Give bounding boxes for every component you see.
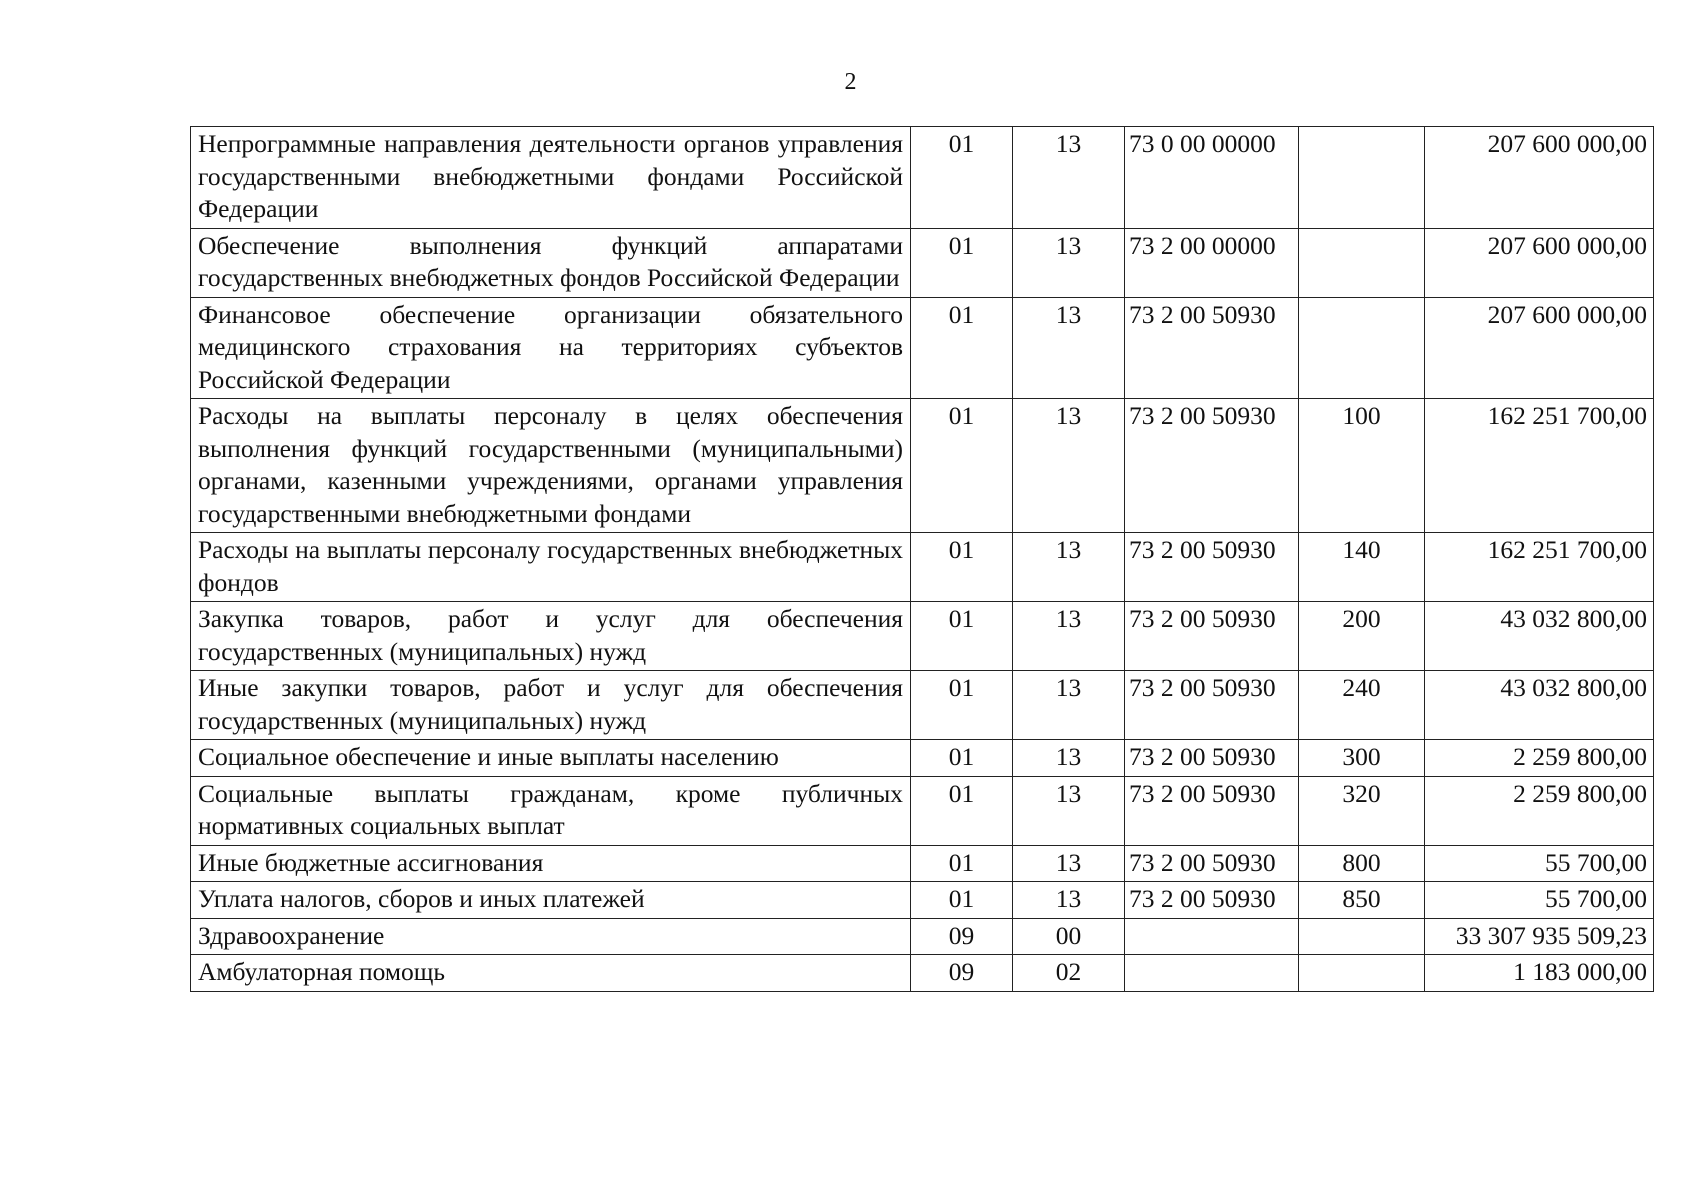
row-section-cell: 09 [911, 955, 1013, 992]
row-target-code-cell: 73 2 00 50930 [1125, 399, 1299, 533]
row-expense-type-cell: 300 [1299, 740, 1425, 777]
row-name-cell: Амбулаторная помощь [191, 955, 911, 992]
table-row [191, 882, 1654, 919]
row-subsection-cell: 02 [1013, 955, 1125, 992]
row-section-cell: 01 [911, 882, 1013, 919]
table-row [191, 955, 1654, 992]
row-amount-cell: 207 600 000,00 [1425, 297, 1654, 399]
table-row [191, 297, 1654, 399]
row-amount-cell: 207 600 000,00 [1425, 127, 1654, 229]
row-subsection-cell: 13 [1013, 740, 1125, 777]
row-target-code-cell: 73 2 00 50930 [1125, 740, 1299, 777]
row-expense-type-cell: 240 [1299, 671, 1425, 740]
row-section-cell: 09 [911, 918, 1013, 955]
row-subsection-cell: 13 [1013, 533, 1125, 602]
row-amount-cell: 2 259 800,00 [1425, 740, 1654, 777]
row-name-cell: Расходы на выплаты персоналу в целях обеспечения выполнения функций государственными (муниципальными) органами, казенными учреждениями, органами управления государственными внебюджетными фондами [191, 399, 911, 533]
row-expense-type-cell: 140 [1299, 533, 1425, 602]
row-expense-type-cell: 850 [1299, 882, 1425, 919]
row-target-code-cell: 73 2 00 50930 [1125, 882, 1299, 919]
row-amount-cell: 1 183 000,00 [1425, 955, 1654, 992]
row-section-cell: 01 [911, 127, 1013, 229]
row-target-code-cell: 73 2 00 50930 [1125, 671, 1299, 740]
row-subsection-cell: 00 [1013, 918, 1125, 955]
row-expense-type-cell [1299, 955, 1425, 992]
row-target-code-cell: 73 2 00 00000 [1125, 228, 1299, 297]
row-subsection-cell: 13 [1013, 297, 1125, 399]
row-name-cell: Уплата налогов, сборов и иных платежей [191, 882, 911, 919]
row-subsection-cell: 13 [1013, 671, 1125, 740]
row-subsection-cell: 13 [1013, 602, 1125, 671]
table-row [191, 918, 1654, 955]
row-amount-cell: 55 700,00 [1425, 882, 1654, 919]
row-expense-type-cell: 200 [1299, 602, 1425, 671]
row-target-code-cell: 73 2 00 50930 [1125, 297, 1299, 399]
row-expense-type-cell: 800 [1299, 845, 1425, 882]
row-target-code-cell: 73 2 00 50930 [1125, 845, 1299, 882]
row-expense-type-cell [1299, 127, 1425, 229]
row-target-code-cell [1125, 955, 1299, 992]
row-name-cell: Иные бюджетные ассигнования [191, 845, 911, 882]
table-row [191, 740, 1654, 777]
row-name-cell: Социальные выплаты гражданам, кроме публичных нормативных социальных выплат [191, 776, 911, 845]
row-amount-cell: 43 032 800,00 [1425, 602, 1654, 671]
page-number: 2 [844, 69, 857, 95]
row-section-cell: 01 [911, 602, 1013, 671]
row-amount-cell: 162 251 700,00 [1425, 399, 1654, 533]
row-expense-type-cell [1299, 918, 1425, 955]
row-name-cell: Иные закупки товаров, работ и услуг для обеспечения государственных (муниципальных) нужд [191, 671, 911, 740]
row-amount-cell: 162 251 700,00 [1425, 533, 1654, 602]
row-section-cell: 01 [911, 228, 1013, 297]
row-name-cell: Расходы на выплаты персоналу государственных внебюджетных фондов [191, 533, 911, 602]
budget-table [190, 126, 1654, 992]
row-name-cell: Непрограммные направления деятельности органов управления государственными внебюджетными фондами Российской Федерации [191, 127, 911, 229]
table-row [191, 399, 1654, 533]
row-target-code-cell: 73 2 00 50930 [1125, 776, 1299, 845]
row-name-cell: Социальное обеспечение и иные выплаты населению [191, 740, 911, 777]
row-name-cell: Обеспечение выполнения функций аппаратами государственных внебюджетных фондов Российской Федерации [191, 228, 911, 297]
row-name-cell: Финансовое обеспечение организации обязательного медицинского страхования на территориях субъектов Российской Федерации [191, 297, 911, 399]
row-expense-type-cell: 320 [1299, 776, 1425, 845]
row-section-cell: 01 [911, 533, 1013, 602]
table-row [191, 127, 1654, 229]
row-section-cell: 01 [911, 776, 1013, 845]
budget-table-body [191, 127, 1654, 992]
row-amount-cell: 43 032 800,00 [1425, 671, 1654, 740]
row-target-code-cell: 73 2 00 50930 [1125, 533, 1299, 602]
row-section-cell: 01 [911, 740, 1013, 777]
table-row [191, 845, 1654, 882]
table-row [191, 533, 1654, 602]
row-amount-cell: 2 259 800,00 [1425, 776, 1654, 845]
table-row [191, 671, 1654, 740]
row-expense-type-cell: 100 [1299, 399, 1425, 533]
row-name-cell: Закупка товаров, работ и услуг для обеспечения государственных (муниципальных) нужд [191, 602, 911, 671]
table-row [191, 228, 1654, 297]
row-subsection-cell: 13 [1013, 228, 1125, 297]
row-expense-type-cell [1299, 228, 1425, 297]
row-subsection-cell: 13 [1013, 776, 1125, 845]
row-target-code-cell: 73 2 00 50930 [1125, 602, 1299, 671]
row-amount-cell: 55 700,00 [1425, 845, 1654, 882]
row-subsection-cell: 13 [1013, 882, 1125, 919]
row-target-code-cell: 73 0 00 00000 [1125, 127, 1299, 229]
row-section-cell: 01 [911, 399, 1013, 533]
row-amount-cell: 207 600 000,00 [1425, 228, 1654, 297]
row-section-cell: 01 [911, 297, 1013, 399]
table-row [191, 602, 1654, 671]
row-section-cell: 01 [911, 671, 1013, 740]
row-subsection-cell: 13 [1013, 127, 1125, 229]
row-target-code-cell [1125, 918, 1299, 955]
row-expense-type-cell [1299, 297, 1425, 399]
table-row [191, 776, 1654, 845]
row-name-cell: Здравоохранение [191, 918, 911, 955]
row-section-cell: 01 [911, 845, 1013, 882]
row-amount-cell: 33 307 935 509,23 [1425, 918, 1654, 955]
row-subsection-cell: 13 [1013, 399, 1125, 533]
row-subsection-cell: 13 [1013, 845, 1125, 882]
